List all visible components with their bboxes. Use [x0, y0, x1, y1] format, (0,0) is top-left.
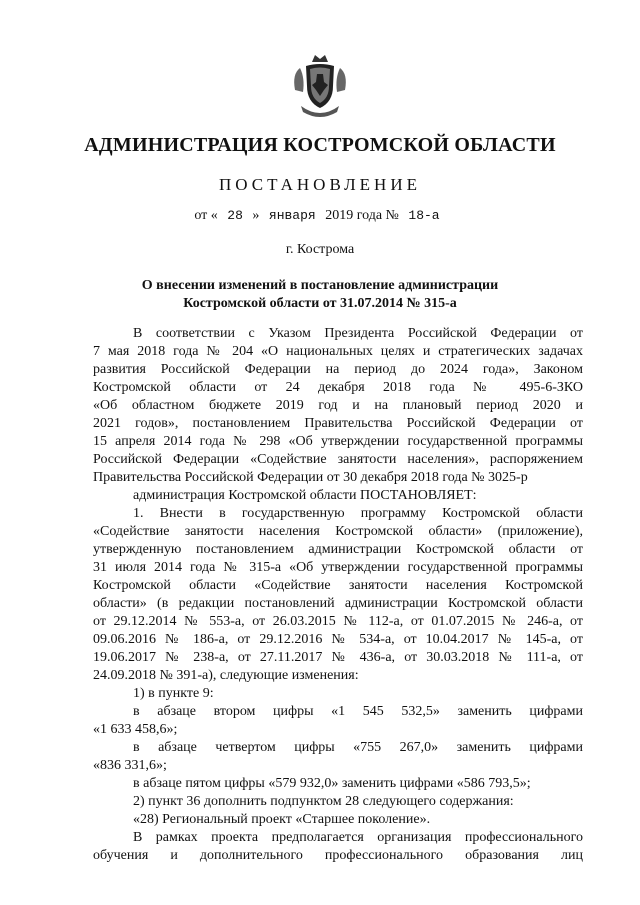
text-line: Костромской области «Содействие занятости населения Костромской: [93, 578, 583, 593]
text-line: от 29.12.2014 № 553-а, от 26.03.2015 № 112-а, от 01.07.2015 № 246-а, от: [93, 614, 583, 629]
document-number: 18-а: [408, 208, 440, 223]
text-line: В соответствии с Указом Президента Российской Федерации от: [133, 326, 583, 341]
text-line: 2) пункт 36 дополнить подпунктом 28 следующего содержания:: [133, 794, 514, 809]
date-line: [0, 208, 640, 224]
text-line: «Содействие занятости населения Костромской области» (приложение),: [93, 524, 583, 539]
date-day: 28: [227, 208, 243, 223]
date-year: 2019 года: [325, 208, 383, 223]
text-line: «28) Региональный проект «Старшее поколение».: [133, 812, 431, 827]
text-line: обучения и дополнительного профессионального образования лиц: [93, 848, 583, 863]
text-line: 1) в пункте 9:: [133, 686, 214, 701]
text-line: 2021 годов», постановлением Правительства Российской Федерации от: [93, 416, 583, 431]
text-line: 1. Внести в государственную программу Костромской области: [133, 506, 583, 521]
date-month: января: [268, 208, 316, 223]
city: г. Кострома: [285, 242, 355, 257]
text-line: в абзаце пятом цифры «579 932,0» заменить цифрами «586 793,5»;: [133, 776, 531, 791]
resolution-line: администрация Костромской области ПОСТАНОВЛЯЕТ:: [133, 488, 477, 503]
text-line: в абзаце четвертом цифры «755 267,0» заменить цифрами: [133, 740, 583, 755]
paragraph-item-1: [93, 505, 583, 865]
date-mid: »: [252, 208, 260, 223]
number-sign: №: [385, 208, 399, 223]
text-line: 31 июля 2014 года № 315-а «Об утверждении государственной программы: [93, 560, 583, 575]
text-line: 7 мая 2018 года № 204 «О национальных целях и стратегических задачах: [93, 344, 583, 359]
text-line: 24.09.2018 № 391-а), следующие изменения:: [93, 668, 359, 683]
text-line: 09.06.2016 № 186-а, от 29.12.2016 № 534-а, от 10.04.2017 № 145-а, от: [93, 632, 583, 647]
organization-title: АДМИНИСТРАЦИЯ КОСТРОМСКОЙ ОБЛАСТИ: [84, 134, 556, 156]
text-line: развития Российской Федерации на период до 2024 года», Законом: [93, 362, 583, 377]
text-line: области» (в редакции постановлений администрации Костромской области: [93, 596, 583, 611]
text-line: «Об областном бюджете 2019 год и на плановый период 2020 и: [93, 398, 583, 413]
text-line: Костромской области от 24 декабря 2018 года № 495-6-ЗКО: [93, 380, 583, 395]
document-type: ПОСТАНОВЛЕНИЕ: [218, 175, 421, 194]
text-line: в абзаце втором цифры «1 545 532,5» заменить цифрами: [133, 704, 583, 719]
text-line: 15 апреля 2014 года № 298 «Об утверждении государственной программы: [93, 434, 583, 449]
text-line: В рамках проекта предполагается организация профессионального: [133, 830, 583, 845]
coat-of-arms-emblem: [291, 52, 349, 122]
subject-line-2: Костромской области от 31.07.2014 № 315-а: [183, 296, 457, 311]
document-subject: [0, 277, 640, 313]
text-line: «836 331,6»;: [93, 758, 167, 773]
text-line: «1 633 458,6»;: [93, 722, 178, 737]
text-line: Правительства Российской Федерации от 30 декабря 2018 года № 3025-р: [93, 470, 528, 485]
subject-line-1: О внесении изменений в постановление администрации: [141, 278, 499, 293]
text-line: Российской Федерации «Содействие занятости населения», распоряжением: [93, 452, 583, 467]
text-line: утвержденную постановлением администрации Костромской области от: [93, 542, 583, 557]
date-prefix: от «: [194, 208, 218, 223]
text-line: 19.06.2017 № 238-а, от 27.11.2017 № 436-а, от 30.03.2018 № 111-а, от: [93, 650, 583, 665]
paragraph-preamble: [93, 325, 583, 505]
